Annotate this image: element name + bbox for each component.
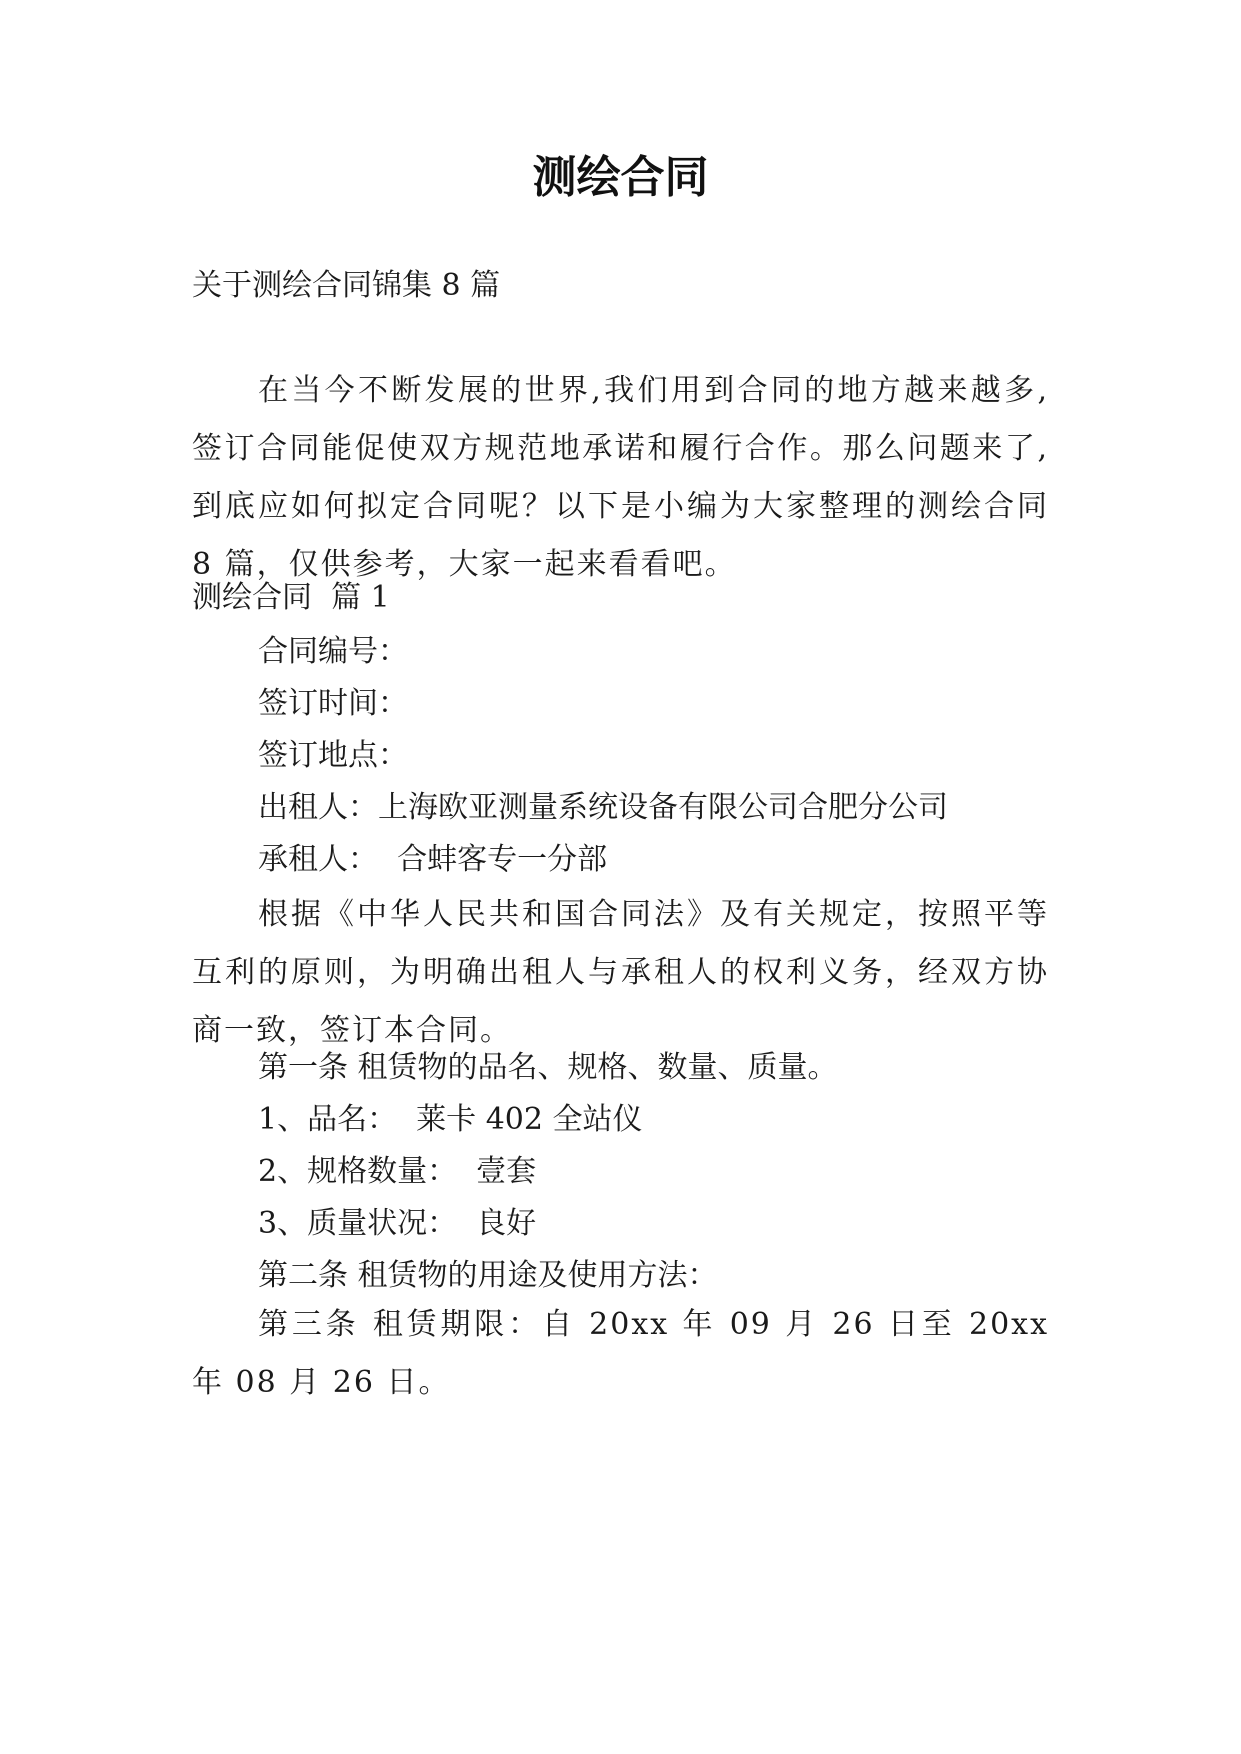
article1-item-quality: 3、质量状况： 良好 [258,1206,537,1241]
article2-heading: 第二条 租赁物的用途及使用方法： [258,1258,718,1293]
intro-paragraph: 在当今不断发展的世界,我们用到合同的地方越来越多,签订合同能促使双方规范地承诺和履行合作。那么问题来了,到底应如何拟定合同呢？以下是小编为大家整理的测绘合同 8 篇，仅供参考，大家一起来看看吧。 [192,373,1049,582]
document-subtitle: 关于测绘合同锦集 8 篇 [192,268,501,303]
sign-time-field: 签订时间： [258,686,408,721]
document-title: 测绘合同 [532,152,709,203]
sign-place-field: 签订地点： [258,738,408,773]
lessee-field: 承租人： 合蚌客专一分部 [258,842,608,877]
contract-number-field: 合同编号： [258,634,408,669]
article1-heading: 第一条 租赁物的品名、规格、数量、质量。 [258,1050,838,1085]
article3-paragraph: 第三条 租赁期限：自 20xx 年 09 月 26 日至 20xx 年 08 月 26 日。 [192,1307,1049,1400]
article1-item-spec: 2、规格数量： 壹套 [258,1154,537,1189]
section-heading: 测绘合同 篇 1 [192,580,390,615]
lessor-field: 出租人：上海欧亚测量系统设备有限公司合肥分公司 [258,790,948,825]
article1-item-name: 1、品名： 莱卡 402 全站仪 [258,1102,643,1137]
preamble-paragraph: 根据《中华人民共和国合同法》及有关规定，按照平等互利的原则，为明确出租人与承租人的权利义务，经双方协商一致，签订本合同。 [192,897,1049,1048]
